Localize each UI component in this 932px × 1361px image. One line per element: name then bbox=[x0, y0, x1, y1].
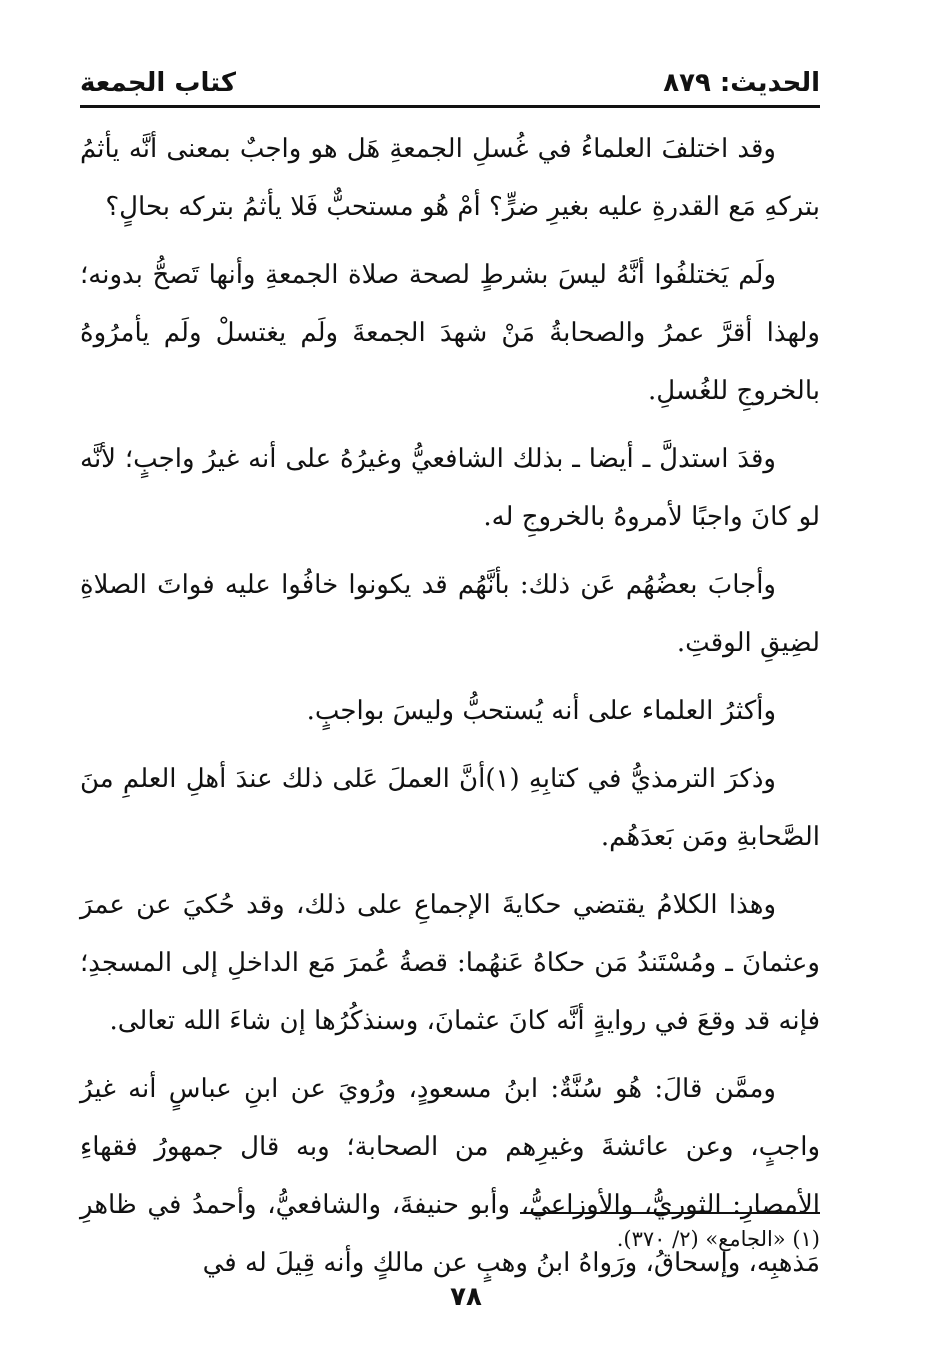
running-header bbox=[80, 64, 820, 102]
footnote: (١) «الجامع» (٢/ ٣٧٠). bbox=[616, 1227, 820, 1251]
main-text bbox=[80, 120, 820, 1302]
paragraph-3: وقدَ استدلَّ ـ أيضا ـ بذلك الشافعيُّ وغيرُهُ على أنه غيرُ واجبٍ؛ لأنَّه لو كانَ واجبًا لأمروهُ بالخروجِ له. bbox=[80, 444, 820, 532]
hadith-number-label: الحديث: ٨٧٩ bbox=[663, 68, 820, 98]
paragraph-2: ولَم يَختلفُوا أنَّهُ ليسَ بشرطٍ لصحة صلاة الجمعةِ وأنها تَصحُّ بدونه؛ ولهذا أقرَّ عمرُ والصحابةُ مَنْ شهدَ الجمعةَ ولَم يغتسلْ ولَم يأمرُوهُ بالخروجِ للغُسلِ. bbox=[80, 260, 820, 406]
paragraph-4: وأجابَ بعضُهُم عَن ذلك: بأنَّهُم قد يكونوا خافُوا عليه فواتَ الصلاةِ لضِيقِ الوقتِ. bbox=[80, 570, 820, 658]
paragraph-1: وقد اختلفَ العلماءُ في غُسلِ الجمعةِ هَل هو واجبٌ بمعنى أنَّه يأثمُ بتركهِ مَع القدرةِ عليه بغيرِ ضرٍّ؟ أمْ هُو مستحبٌّ فَلا يأثمُ بتركه بحالٍ؟ bbox=[80, 134, 820, 222]
paragraph-5: وأكثرُ العلماء على أنه يُستحبُّ وليسَ بواجبٍ. bbox=[306, 696, 776, 726]
paragraph-8: وممَّن قالَ: هُو سُنَّةٌ: ابنُ مسعودٍ، ورُويَ عن ابنِ عباسٍ أنه غيرُ واجبٍ، وعن عائشةَ وغيرِهم من الصحابة؛ وبه قال جمهورُ فقهاءِ الأمصارِ: الثوريُّ، والأوزاعيُّ، وأبو حنيفةَ، والشافعيُّ، وأحمدُ في ظاهرِ مَذهبِه، وإسحاقُ، ورَواهُ ابنُ وهبٍ عن مالكٍ وأنه قِيلَ له في bbox=[80, 1074, 820, 1278]
paragraph-6: وذكرَ الترمذيُّ في كتابِهِ (١)أنَّ العملَ عَلى ذلك عندَ أهلِ العلمِ منَ الصَّحابةِ ومَن بَعدَهُم. bbox=[80, 764, 820, 852]
header-divider bbox=[80, 105, 820, 108]
paragraph-7: وهذا الكلامُ يقتضي حكايةَ الإجماعِ على ذلك، وقد حُكيَ عن عمرَ وعثمانَ ـ ومُسْتَندُ مَن حكاهُ عَنهُما: قصةُ عُمرَ مَع الداخلِ إلى المسجدِ؛ فإنه قد وقعَ في روايةٍ أنَّه كانَ عثمانَ، وسنذكُرُها إن شاءَ الله تعالى. bbox=[80, 890, 820, 1036]
book-title: كتاب الجمعة bbox=[80, 68, 236, 98]
footnote-divider bbox=[520, 1212, 820, 1214]
page-number: ٧٨ bbox=[450, 1282, 482, 1312]
